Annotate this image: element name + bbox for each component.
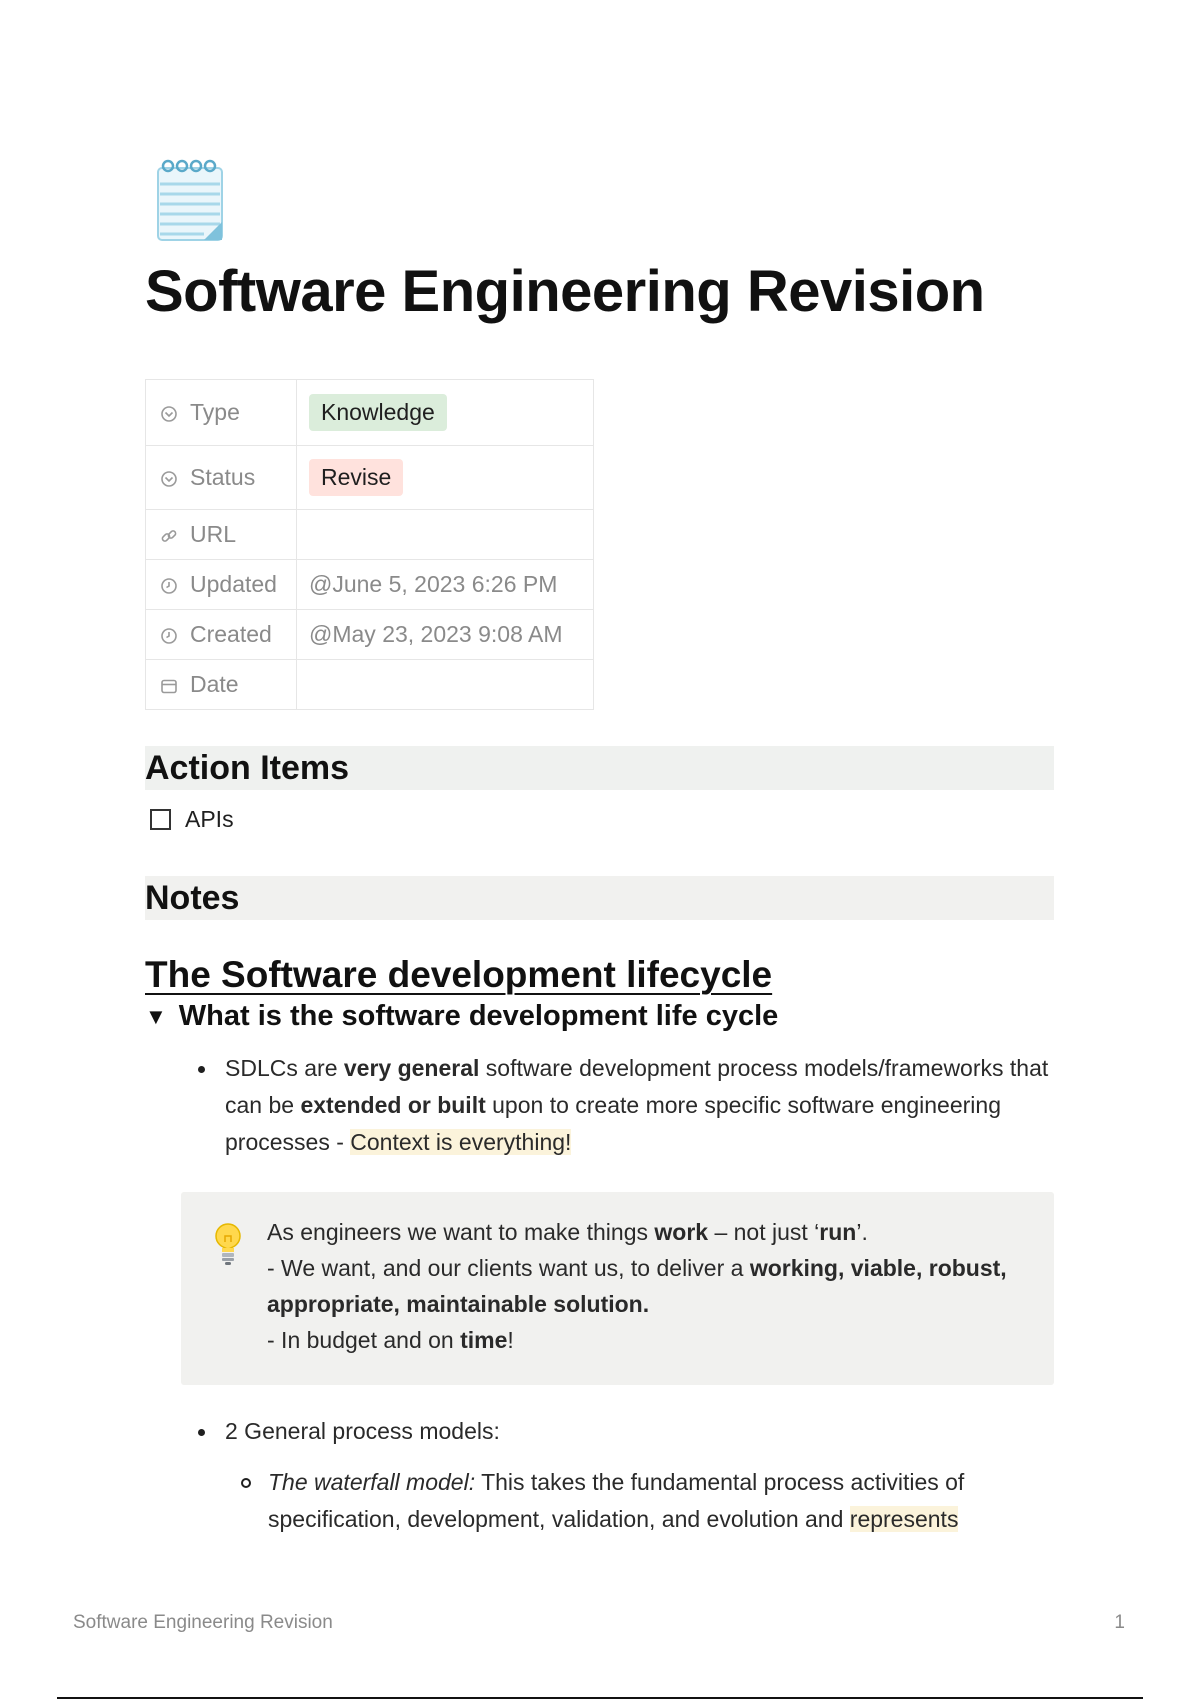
list-item: 2 General process models:	[225, 1418, 500, 1444]
property-row-type[interactable]	[146, 380, 594, 446]
property-row-url[interactable]	[146, 510, 594, 560]
callout-line: - In budget and on time!	[267, 1327, 514, 1353]
bullet-marker	[198, 1066, 205, 1073]
property-value-type[interactable]	[297, 380, 594, 446]
callout-line: - We want, and our clients want us, to deliver a working, viable, robust, appropriate, maintainable solution.	[267, 1255, 1007, 1317]
footer-title: Software Engineering Revision	[73, 1612, 333, 1633]
clock-icon	[160, 574, 178, 592]
todo-label: APIs	[185, 806, 234, 832]
section-subheading: The Software development lifecycle	[145, 954, 773, 995]
bullet-marker	[198, 1429, 205, 1436]
footer-divider	[57, 1697, 1143, 1699]
calendar-icon	[160, 674, 178, 692]
property-row-updated[interactable]	[146, 560, 594, 610]
property-key-type: Type	[146, 380, 297, 446]
toggle-label: What is the software development life cycle	[178, 1000, 779, 1032]
property-value-created[interactable]: @May 23, 2023 9:08 AM	[297, 610, 594, 660]
sub-list-item: The waterfall model: This takes the fundamental process activities of specification, development, validation, and evolution and represents	[268, 1469, 965, 1532]
properties-table	[145, 379, 594, 710]
property-key-created: Created	[146, 610, 297, 660]
highlighted-text: represents	[849, 1506, 959, 1532]
list-item: SDLCs are very general software development process models/frameworks that can be extended or built upon to create more specific software engineering processes - Context is everything!	[225, 1055, 1049, 1155]
property-key-date: Date	[146, 660, 297, 710]
type-tag[interactable]: Knowledge	[309, 394, 447, 431]
sub-bullet-marker	[241, 1478, 251, 1488]
action-items-heading: Action Items	[145, 746, 1054, 790]
property-row-status[interactable]	[146, 446, 594, 510]
property-key-updated: Updated	[146, 560, 297, 610]
callout-block	[181, 1192, 1054, 1385]
status-tag[interactable]: Revise	[309, 459, 403, 496]
page-number: 1	[1114, 1612, 1125, 1633]
select-icon	[160, 467, 178, 485]
highlighted-text: Context is everything!	[350, 1129, 572, 1155]
callout-text	[267, 1214, 1027, 1358]
todo-item[interactable]	[150, 806, 234, 833]
page-title: Software Engineering Revision	[145, 259, 985, 324]
lightbulb-icon	[213, 1222, 243, 1266]
property-value-status[interactable]	[297, 446, 594, 510]
toggle-expanded-icon[interactable]: ▼	[145, 1003, 167, 1029]
property-value-updated[interactable]: @June 5, 2023 6:26 PM	[297, 560, 594, 610]
property-value-url[interactable]	[297, 510, 594, 560]
property-key-url: URL	[146, 510, 297, 560]
notes-heading: Notes	[145, 876, 1054, 920]
callout-line: As engineers we want to make things work – not just ‘run’.	[267, 1219, 868, 1245]
property-row-date[interactable]	[146, 660, 594, 710]
property-key-status: Status	[146, 446, 297, 510]
notepad-icon	[154, 158, 226, 244]
todo-checkbox[interactable]	[150, 809, 171, 830]
link-icon	[160, 524, 178, 542]
toggle-block[interactable]	[145, 1000, 778, 1033]
clock-icon	[160, 624, 178, 642]
property-value-date[interactable]	[297, 660, 594, 710]
select-icon	[160, 402, 178, 420]
property-row-created[interactable]	[146, 610, 594, 660]
